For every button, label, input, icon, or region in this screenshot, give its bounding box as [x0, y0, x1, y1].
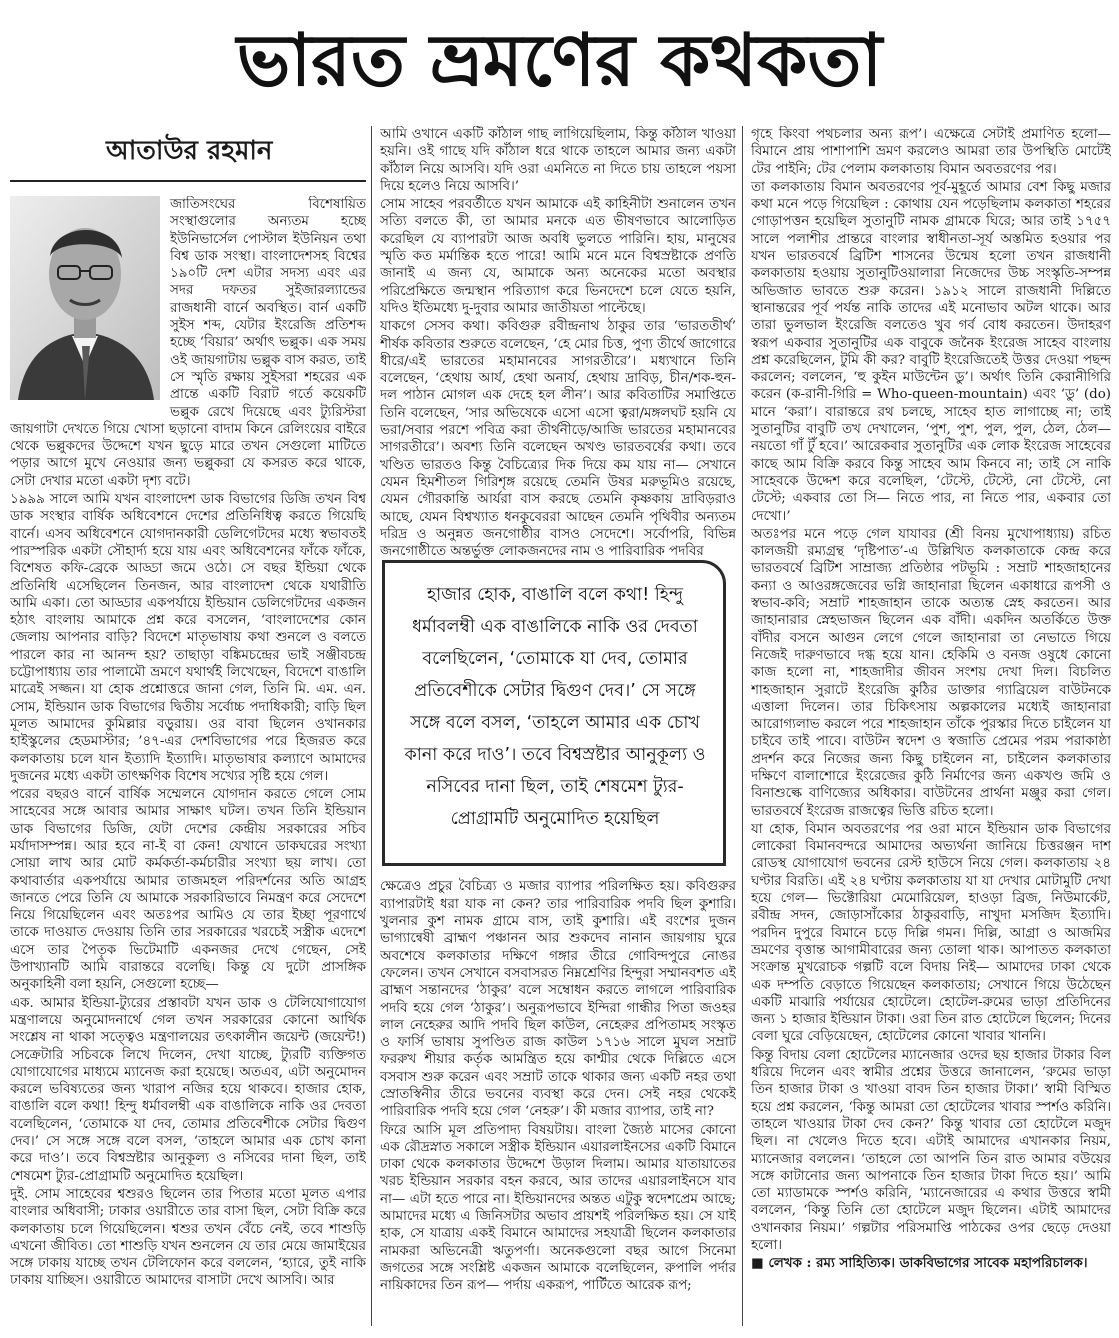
paragraph: পরের বছরও বার্নে বার্ষিক সম্মেলনে যোগদান করতে গেলে সোম সাহেবের সঙ্গে আবার আমার সাক্ষাৎ ঘটল। তখন তিনি ইন্ডিয়ান ডাক বিভাগের ডিজি, যেটা দেশের কেন্দ্রীয় সরকারের সচিব মর্যাদাসম্পন্ন। আর হবে না-ই বা কেন! যেখানে ডাকঘরের সংখ্যা সোয়া লাখ আর মোট কর্মকর্তা-কর্মচারীর সংখ্যা ছয় লাখ। তো কথাবার্তার একপর্যায়ে আমার তাজমহল পরিদর্শনের অতি আগ্রহ জানতে পেরে তিনি যে আমাকে সরকারিভাবে নিমন্ত্রণ করে সেদেশে নিয়ে গিয়েছিলেন এবং অতঃপর আমিও যে তার ইচ্ছা পূরণার্থে তাকে দাওয়াত দেওয়ায় তিনি তার সরকারের খরচেই সস্ত্রীক এদেশে এসে তার পৈতৃক ভিটেমাটি একনজর দেখে গেছেন, সেই উপাখ্যানটি আমি বারান্তরে বলেছি। কিন্তু যে দুটো প্রাসঙ্গিক অনুকাহিনী বলা হয়নি, সেগুলো হচ্ছে— — [10, 787, 366, 993]
author-note: ■ লেখক : রম্য সাহিত্যিক। ডাকবিভাগের সাবেক মহাপরিচালক। — [751, 1255, 1088, 1272]
pull-quote-text: হাজার হোক, বাঙালি বলে কথা! হিন্দু ধর্মাবলম্বী এক বাঙালিকে নাকি ওর দেবতা বলেছিলেন, ‘তোমাকে যা দেব, তোমার প্রতিবেশীকে সেটার দ্বিগুণ দেব।’ সে সঙ্গে সঙ্গে বলে বসল, ‘তাহলে আমার এক চোখ কানা করে দাও’। তবে বিশ্বস্রষ্টার আনুকূল্য ও নসিবের দানা ছিল, তাই শেষমেশ ট্যুর-প্রোগ্রামটি অনুমোদিত হয়েছিল — [404, 585, 706, 829]
author-photo — [10, 196, 160, 400]
paragraph: ফিরে আসি মূল প্রতিপাদ্য বিষয়টায়। বাংলা জ্যৈষ্ঠ মাসের কোনো এক রৌদ্রস্নাত সকালে সস্ত্রীক ইন্ডিয়ান এয়ারলাইনসের একটি বিমানে ঢাকা থেকে কলকাতার উদ্দেশে উড়াল দিলাম। আমার যাতায়াতের খরচ ইন্ডিয়ান সরকার বহন করবে, আর তাদের এয়ারলাইনসে যাব না— এটা হতে পারে না। ইন্ডিয়ানদের অন্তত এটুকু স্বদেশপ্রেম আছে; আমাদের মধ্যে এ জিনিসটার অভাব প্রায়শই পরিলক্ষিত হয়। সে যাই হাক, সে যাত্রায় একই বিমানে আমাদের সহযাত্রী ছিলেন কলকাতার নামকরা অভিনেত্রী ঋতুপর্ণা। অনেকগুলো বছর আগে সিনেমা জগতের সঙ্গে সংশ্লিষ্ট একজন আমাকে বলেছিলেন, রুপালি পর্দার নায়িকাদের তিন রূপ— পর্দায় একরূপ, পার্টিতে আরেক রূপ; — [380, 1122, 736, 1294]
article-column-3 — [751, 126, 1111, 1331]
paragraph: দুই. সোম সাহেবের শ্বশুরও ছিলেন তার পিতার মতো মূলত এপার বাংলার অধিবাসী; ঢাকার ওয়ারীতে তার বাসা ছিল, সেটা বিক্রি করে কলকাতায় চলে গিয়েছিলেন। শ্বশুর তখন বেঁচে নেই, তবে শাশুড়ি এখনো জীবিত। তো শাশুড়ি যখন শুনলেন যে তার মেয়ে জামাইয়ের সঙ্গে ঢাকায় যাচ্ছে তখন টেলিফোন করে বললেন, ‘হ্যারে, তুই নাকি ঢাকায় যাচ্ছিস। ওয়ারীতে আমাদের বাসাটা দেখে আসবি। আর — [10, 1186, 366, 1289]
paragraph: তা কলকাতায় বিমান অবতরণের পূর্ব-মুহূর্তে আমার বেশ কিছু মজার কথা মনে পড়ে গিয়েছিল : কোথায় যেন পড়েছিলাম কলকাতা শহরের গোড়াপত্তন হয়েছিল সুতানুটি নামক গ্রামকে ঘিরে; আর তাই ১৭৫৭ সালে পলাশীর প্রান্তরে বাংলার স্বাধীনতা-সূর্য অস্তমিত হওয়ার পর যখন ভারতবর্ষে ব্রিটিশ শাসনের উন্মেষ হলো তখন রাজধানী কলকাতায় হওয়ায় সুতানুটিওয়ালারা নিজেদের উচ্চ সংস্কৃতি-সম্পন্ন অভিজাত ভাবতে শুরু করেন। ১৯১২ সালে রাজধানী দিল্লিতে স্থানান্তরের পূর্ব পর্যন্ত নাকি তাদের এই মনোভাব অটল থাকে। আর তারা ভুলভাল ইংরেজি বলতেও খুব গর্ব বোধ করতেন। উদাহরণ স্বরূপ একবার সুতানুটির এক বাবুকে জনৈক ইংরেজ সাহেব বাংলায় প্রশ্ন করেছিলেন, টুমি কী কর? বাবুটি ইংরেজিতেই উত্তর দেওয়া পছন্দ করলেন; বললেন, ‘হু কুইন মাউন্টেন ডু’। অর্থাৎ তিনি কেরানীগিরি করেন (ক-রানী-গিরি = Who-queen-mountain) এবং ‘ডু’ (do) মানে ‘করা’। বারান্তরে রথ চলছে, সাহেব হাত লাগাচ্ছে না; তাই সুতানুটির বাবুটি তখ দেখালেন, ‘পুশ, পুশ, পুল, পুল, ঠেল, ঠেল— নয়তো গাঁ টুঁ হবে।’ আরেকবার সুতানুটির এক লোক ইংরেজ সাহেবের কাছে আম বিক্রি করবে কিন্তু সাহেব আম কিনবে না; তাই সে নাকি সাহেবকে উদ্দেশ করে বলেছিল, ‘টেস্টে, টেস্টে, নো টেস্টে, নো টেস্টে; একবার তো সি— নিতে পার, না নিতে পার, একবার তো দেখো।’ — [751, 179, 1111, 524]
paragraph: ক্ষেত্রেও প্রচুর বৈচিত্র্য ও মজার ব্যাপার পরিলক্ষিত হয়। কবিগুরুর ব্যাপারটাই ধরা যাক না কেন? তার পারিবারিক পদবি ছিল কুশারি। খুলনার কুশ নামক গ্রামে বাস, তাই কুশারি। এই বংশের দুজন ভাগ্যান্বেষী ব্রাহ্মণ পঞ্চানন আর শুকদেব নানান জায়গায় ঘুরে অবশেষে কলকাতার দক্ষিণে গঙ্গার তীরে গোবিন্দপুরে নোঙর ফেলেন। তখন সেখানে বসবাসরত নিম্নশ্রেণির হিন্দুরা সম্মানবশত এই ব্রাহ্মণ সন্তানদের ‘ঠাকুর’ বলে সম্বোধন করতে লাগলে পারিবারিক পদবি হয়ে গেল ‘ঠাকুর’। অনুরূপভাবে ইন্দিরা গান্ধীর পিতা জওহর লাল নেহেরুর আদি পদবি ছিল কাউল, নেহেরুর প্রপিতামহ সংস্কৃত ও ফার্সি ভাষায় সুপণ্ডিত রাজ কাউল ১৭১৬ সালে মুঘল সম্রাট ফররুখ শীয়ার কর্তৃক আমন্ত্রিত হয়ে কাশ্মীর থেকে দিল্লিতে এসে বসবাস শুরু করেন এবং সম্রাট তাকে থাকার জন্য একটি নহর তথা স্রোতস্বিনীর তীরে ভবনের ব্যবস্থা করে দেন। সেই নহর থেকেই পারিবারিক পদবি হয়ে গেল ‘নেহরু’। কী মজার ব্যাপার, তাই না? — [380, 879, 736, 1120]
paragraph: এক. আমার ইন্ডিয়া-ট্যুরের প্রস্তাবটা যখন ডাক ও টেলিযোগাযোগ মন্ত্রণালয়ে অনুমোদনার্থে গেল তখন সরকারের কোনো আর্থিক সংশ্লেষ না থাকা সত্ত্বেও মন্ত্রণালয়ের তৎকালীন জয়েন্ট (জয়েন্ট!) সেক্রেটারি সচিবকে লিখে দিলেন, দেখা যাচ্ছে, ট্যুরটি ব্যক্তিগত যোগাযোগের মাধ্যমে ম্যানেজ করা হয়েছে। অতএব, এটা অনুমোদন করলে ভবিষ্যতের জন্য খারাপ নজির হয়ে থাকবে। হাজার হোক, বাঙালি বলে কথা! হিন্দু ধর্মাবলম্বী এক বাঙালিকে নাকি ওর দেবতা বলেছিলেন, ‘তোমাকে যা দেব, তোমার প্রতিবেশীকে সেটার দ্বিগুণ দেব।’ সে সঙ্গে সঙ্গে বলে বসল, ‘তাহলে আমার এক চোখ কানা করে দাও’। তবে বিশ্বস্রষ্টার আনুকূল্য ও নসিবের দানা ছিল, তাই শেষমেশ ট্যুর-প্রোগ্রামটি অনুমোদিত হয়েছিল। — [10, 995, 366, 1184]
paragraph: যা হোক, বিমান অবতরণের পর ওরা মানে ইন্ডিয়ান ডাক বিভাগের লোকেরা বিমানবন্দরে আমাদের অভ্যর্থনা জানিয়ে চিত্তরঞ্জন দাশ রোডস্থ যোগাযোগ ভবনের রেস্ট হাউসে নিয়ে গেল। কলকাতায় ২৪ ঘণ্টার বিরতি। এই ২৪ ঘণ্টায় কলকাতায় যা যা দেখার মোটামুটি দেখা হয়ে গেল— ভিক্টোরিয়া মেমোরিয়েল, হাওড়া ব্রিজ, নিউমার্কেট, রবীন্দ্র সদন, জোড়াসাঁকোর ঠাকুরবাড়ি, নাখুদা মসজিদ ইত্যাদি। পরদিন দুপুরে বিমানে চড়ে দিল্লি গমন। দিল্লি, আগ্রা ও আজমির ভ্রমণের বৃত্তান্ত আগামীবারের জন্য তোলা থাক। আপাতত কলকাতা সংক্রান্ত মুখরোচক গল্পটি বলে বিদায় নিই— আমাদের ঢাকা থেকে এক দম্পতি বেড়াতে গিয়েছেন কলকাতায়; সেখানে গিয়ে উঠেছেন একটি মাঝারি পর্যায়ের হোটেলে। হোটেল-রুমের ভাড়া প্রতিদিনের জন্য ১ হাজার ইন্ডিয়ান টাকা। ওরা তিন রাত হোটেলে ছিলেন; দিনের বেলা ঘুরে বেড়িয়েছেন, হোটেলের কোনো খাবার খাননি। — [751, 821, 1111, 1045]
pull-quote-box — [382, 560, 726, 866]
paragraph: জাতিসংঘের বিশেষায়িত সংস্থাগুলোর অন্যতম হচ্ছে ইউনিভার্সেল পোস্টাল ইউনিয়ন তথা বিশ্ব ডাক সংস্থা। বাংলাদেশসহ বিশ্বের ১৯০টি দেশ এটার সদস্য এবং এর সদর দফতর সুইজারল্যান্ডের রাজধানী বার্নে অবস্থিত। বার্ন একটি সুইস শব্দ, যেটার ইংরেজি প্রতিশব্দ হচ্ছে ‘বিয়ার’ অর্থাৎ ভল্লুক। এক সময় ওই জায়গাটায় ভল্লুক বাস করত, তাই সে স্মৃতি রক্ষায় সুইসরা শহরের এক প্রান্তে একটি বিরাট গর্তে কয়েকটি ভল্লুক রেখে দিয়েছে এবং ট্যুরিস্টরা জায়গাটা দেখতে গিয়ে খোসা ছড়ানো বাদাম কিনে রেলিংয়ের বাইরে থেকে ভল্লুকদের উদ্দেশে যখন ছুড়ে মারে তখন সেগুলো মাটিতে পড়ার আগে মুখে নেওয়ার জন্য ভল্লুকরা যে কসরত করে থাকে, সেটা দেখার মতো একটা দৃশ্য বটে। — [10, 197, 366, 489]
paragraph: অতঃপর মনে পড়ে গেল যাযাবর (শ্রী বিনয় মুখোপাধ্যায়) রচিত কালজয়ী রম্যগ্রন্থ ‘দৃষ্টিপাত’-এ উল্লিখিত কলকাতাকে কেন্দ্র করে ভারতবর্ষে ব্রিটিশ সাম্রাজ্য প্রতিষ্ঠার পটভূমি : সম্রাট শাহজাহানের কন্যা ও আওরঙ্গজেবের ভগ্নি জাহানারা ছিলেন একাধারে রূপসী ও স্বভাব-কবি; সম্রাট শাহজাহান তাকে অত্যন্ত স্নেহ করতেন। আর জাহানারার স্নেহভাজন ছিলেন এক বাঁদী। একদিন অতর্কিতে উক্ত বাঁদীর বসনে আগুন লেগে গেলে জাহানারা তা নেভাতে গিয়ে নিজেই দারুণভাবে দগ্ধ হয়ে যান। হেকিমি ও বনজ ওষুধে কোনো কাজ হলো না, শাহজাদীর জীবন সংশয় দেখা দিল। বিচলিত শাহজাহান সুরাটে ইংরেজি কুঠির ডাক্তার গ্যাব্রিয়েল বাউটনকে এত্তালা দিলেন। তার চিকিৎসায় অল্পকালের মধ্যেই জাহানারা আরোগ্যলাভ করলে পরে শাহজাহান তাঁকে পুরস্কার দিতে চাইলেন যা চাইবে তাই পাবে। বাউটন স্বদেশ ও স্বজাতি প্রেমের পরম পরাকাষ্ঠা প্রদর্শন করে নিজের জন্য কিছু চাইলেন না, চাইলেন কলকাতার দক্ষিণে বালাশোরে ইংরেজের কুঠি নির্মাণের জন্য একখণ্ড জমি ও বিনাশুল্কে বাণিজ্যের অধিকার। বাউটনের প্রার্থনা মঞ্জুর করা গেল। ভারতবর্ষে ইংরেজ রাজত্বের ভিত্তি রচিত হলো। — [751, 526, 1111, 819]
article-headline: ভারত ভ্রমণের কথকতা — [236, 18, 883, 102]
column-divider-2 — [742, 126, 743, 1326]
paragraph: কিন্তু বিদায় বেলা হোটেলের ম্যানেজার ওদের ছয় হাজার টাকার বিল ধরিয়ে দিলেন এবং স্বামীর প্রশ্নের উত্তরে জানালেন, ‘রুমের ভাড়া তিন হাজার টাকা ও খাওয়া বাবদ তিন হাজার টাকা।’ স্বামী বিস্মিত হয়ে প্রশ্ন করলেন, ‘কিন্তু আমরা তো হোটেলের খাবার স্পর্শও করিনি। তাহলে খাওয়ার টাকা দেব কেন?’ কিন্তু খাবার তো হোটেলে মজুদ ছিল। না খেলেও দিতে হবে। এটাই আমাদের এখানকার নিয়ম, ম্যানেজার বললেন। ‘তাহলে তো আপনি তিন রাত আমার বউয়ের সঙ্গে কাটানোর জন্য আপনাকে তিন হাজার টাকা দিতে হয়।’ আমি তো ম্যাডামকে স্পর্শও করিনি, ‘ম্যানেজারের এ কথার উত্তরে স্বামী বললেন, ‘কিন্তু তিনি তো হোটেলে মজুদ ছিলেন। এটাই আমাদের ওখানকার নিয়ম।’ গল্পটার পরিসমাপ্তি পাঠকের ওপর ছেড়ে দেওয়া হলো। — [751, 1047, 1111, 1253]
author-byline: আতাউর রহমান — [106, 136, 273, 166]
paragraph: যাকগে সেসব কথা। কবিগুরু রবীন্দ্রনাথ ঠাকুর তার ‘ভারততীর্থ’ শীর্ষক কবিতার শুরুতে বলেছেন, ‘হে মোর চিত্ত, পুণ্য তীর্থে জাগোরে ধীরে/এই ভারতের মহামানবের সাগরতীরে’। মধ্যখানে তিনি বলেছেন, ‘হেথায় আর্য, হেথা অনার্য, হেথায় দ্রাবিড়, চীন/শক-হুন-দল পাঠান মোগল এক দেহে হল লীন’। আর কবিতাটির সমাপ্তিতে তিনি বলেছেন, ‘সার অভিষেকে এসো এসো ত্বরা/মঙ্গলঘট হয়নি যে ভরা/সবার পরশে পবিত্র করা তীর্থনীড়ে/আজি ভারতের মহামানবের সাগরতীরে’। অবশ্য তিনি বলেছেন অখণ্ড ভারতবর্ষের কথা। তবে খণ্ডিত ভারতও কিন্তু বৈচিত্র্যের দিক দিয়ে কম যায় না— সেখানে যেমন হিমশীতল গিরিশৃঙ্গ রয়েছে তেমনি উষর মরুভূমিও রয়েছে, যেমন গৌরকান্তি আর্যরা বাস করছে তেমনি কৃষ্ণকায় দ্রাবিড়রাও আছে, যেমন বিশ্বখ্যাত ধনকুবেররা আছেন তেমনি পৃথিবীর অন্যতম দরিদ্র ও অনুন্নত জনগোষ্ঠীর বাসও সেদেশে। সর্বোপরি, বিভিন্ন জনগোষ্ঠীতে অন্তর্ভুক্ত লোকজনদের নাম ও পারিবারিক পদবির — [380, 319, 736, 560]
article-column-1 — [10, 196, 366, 1326]
paragraph: ১৯৯৯ সালে আমি যখন বাংলাদেশ ডাক বিভাগের ডিজি তখন বিশ্ব ডাক সংস্থার বার্ষিক অধিবেশনে দেশের প্রতিনিধিত্ব করতে গিয়েছি বার্নে। এসব অধিবেশনে যোগদানকারী ডেলিগেটদের মধ্যে স্বভাবতই পারস্পরিক একটা সৌহার্দ্য হয়ে যায় এবং অধিবেশনের ফাঁকে ফাঁকে, বিশেষত কফি-ব্রেকে আড্ডা জমে ওঠে। সে বছর ইন্ডিয়া থেকে প্রতিনিধি এসেছিলেন তিনজন, আর বাংলাদেশ থেকে যথারীতি আমি একা। তো আড্ডার একপর্যায়ে ইন্ডিয়ান ডেলিগেটদের একজন হঠাৎ বাংলায় আমাকে প্রশ্ন করে বসলেন, ‘বাংলাদেশের কোন জেলায় আপনার বাড়ি? বিদেশে মাতৃভাষায় কথা শুনলে ও বলতে পারলে কার না আনন্দ হয়? তাছাড়া বঙ্কিমচন্দ্রের ভাই সঞ্জীবচন্দ্র চট্টোপাধ্যায় তার পালামৌ ভ্রমণে যথার্থই লিখেছেন, বিদেশে বাঙালি মাত্রেই সজ্জন। যা হোক প্রশ্নোত্তরে জানা গেল, তিনি মি. এম. এন. সোম, ইন্ডিয়ান ডাক বিভাগের দ্বিতীয় সর্বোচ্চ পদাধিকারী; বাড়ি ছিল মূলত আমাদের কুমিল্লার বড়ুরায়। ওর বাবা ছিলেন ওখানকার হাইস্কুলের হেডমাস্টার; ’৪৭-এর দেশবিভাগের পরে হিজরত করে কলকাতায় চলে যান ইত্যাদি ইত্যাদি। মাতৃভাষার কল্যাণে আমাদের দুজনের মধ্যে একটা তাৎক্ষণিক বিশেষ সখ্যের সৃষ্টি হয়ে গেল। — [10, 492, 366, 784]
paragraph: সোম সাহেব পরবর্তীতে যখন আমাকে এই কাহিনীটা শুনালেন তখন সত্যি বলতে কী, তা আমার মনকে এত ভীষণভাবে আলোড়িত করেছিল যে ব্যাপারটা আজ অবধি ভুলতে পারিনি। হায়, মানুষের স্মৃতি কত মর্মান্তিক হতে পারে! আমি মনে মনে বিশ্বস্রষ্টাকে প্রণতি জানাই এ জন্য যে, আমাকে অন্য অনেকের মতো অবস্থার পরিপ্রেক্ষিতে জন্মস্থান পরিত্যাগ করে ভিনদেশে চলে যেতে হয়নি, যদিও ইতিমধ্যে দু-দুবার আমার জাতীয়তা পাল্টেছে। — [380, 197, 736, 316]
paragraph: আমি ওখানে একটি কাঁঠাল গাছ লাগিয়েছিলাম, কিন্তু কাঁঠাল খাওয়া হয়নি। ওই গাছে যদি কাঁঠাল ধরে থাকে তাহলে আমার জন্য একটা কাঁঠাল নিয়ে আসবি। যদি ওরা এমনিতে না দিতে চায় তাহলে পয়সা দিয়ে হলেও নিয়ে আসবি।’ — [380, 127, 736, 194]
column-divider-1 — [371, 126, 372, 1326]
paragraph: গৃহে কিংবা পথচলার অন্য রূপ’। এক্ষেত্রে সেটাই প্রমাণিত হলো— বিমানে প্রায় পাশাপাশি ভ্রমণ করলেও আমরা তার উপস্থিতি মোটেই টের পাইনি; টের পেলাম কলকাতায় বিমান অবতরণের পর। — [751, 127, 1111, 177]
byline-divider — [10, 180, 366, 182]
